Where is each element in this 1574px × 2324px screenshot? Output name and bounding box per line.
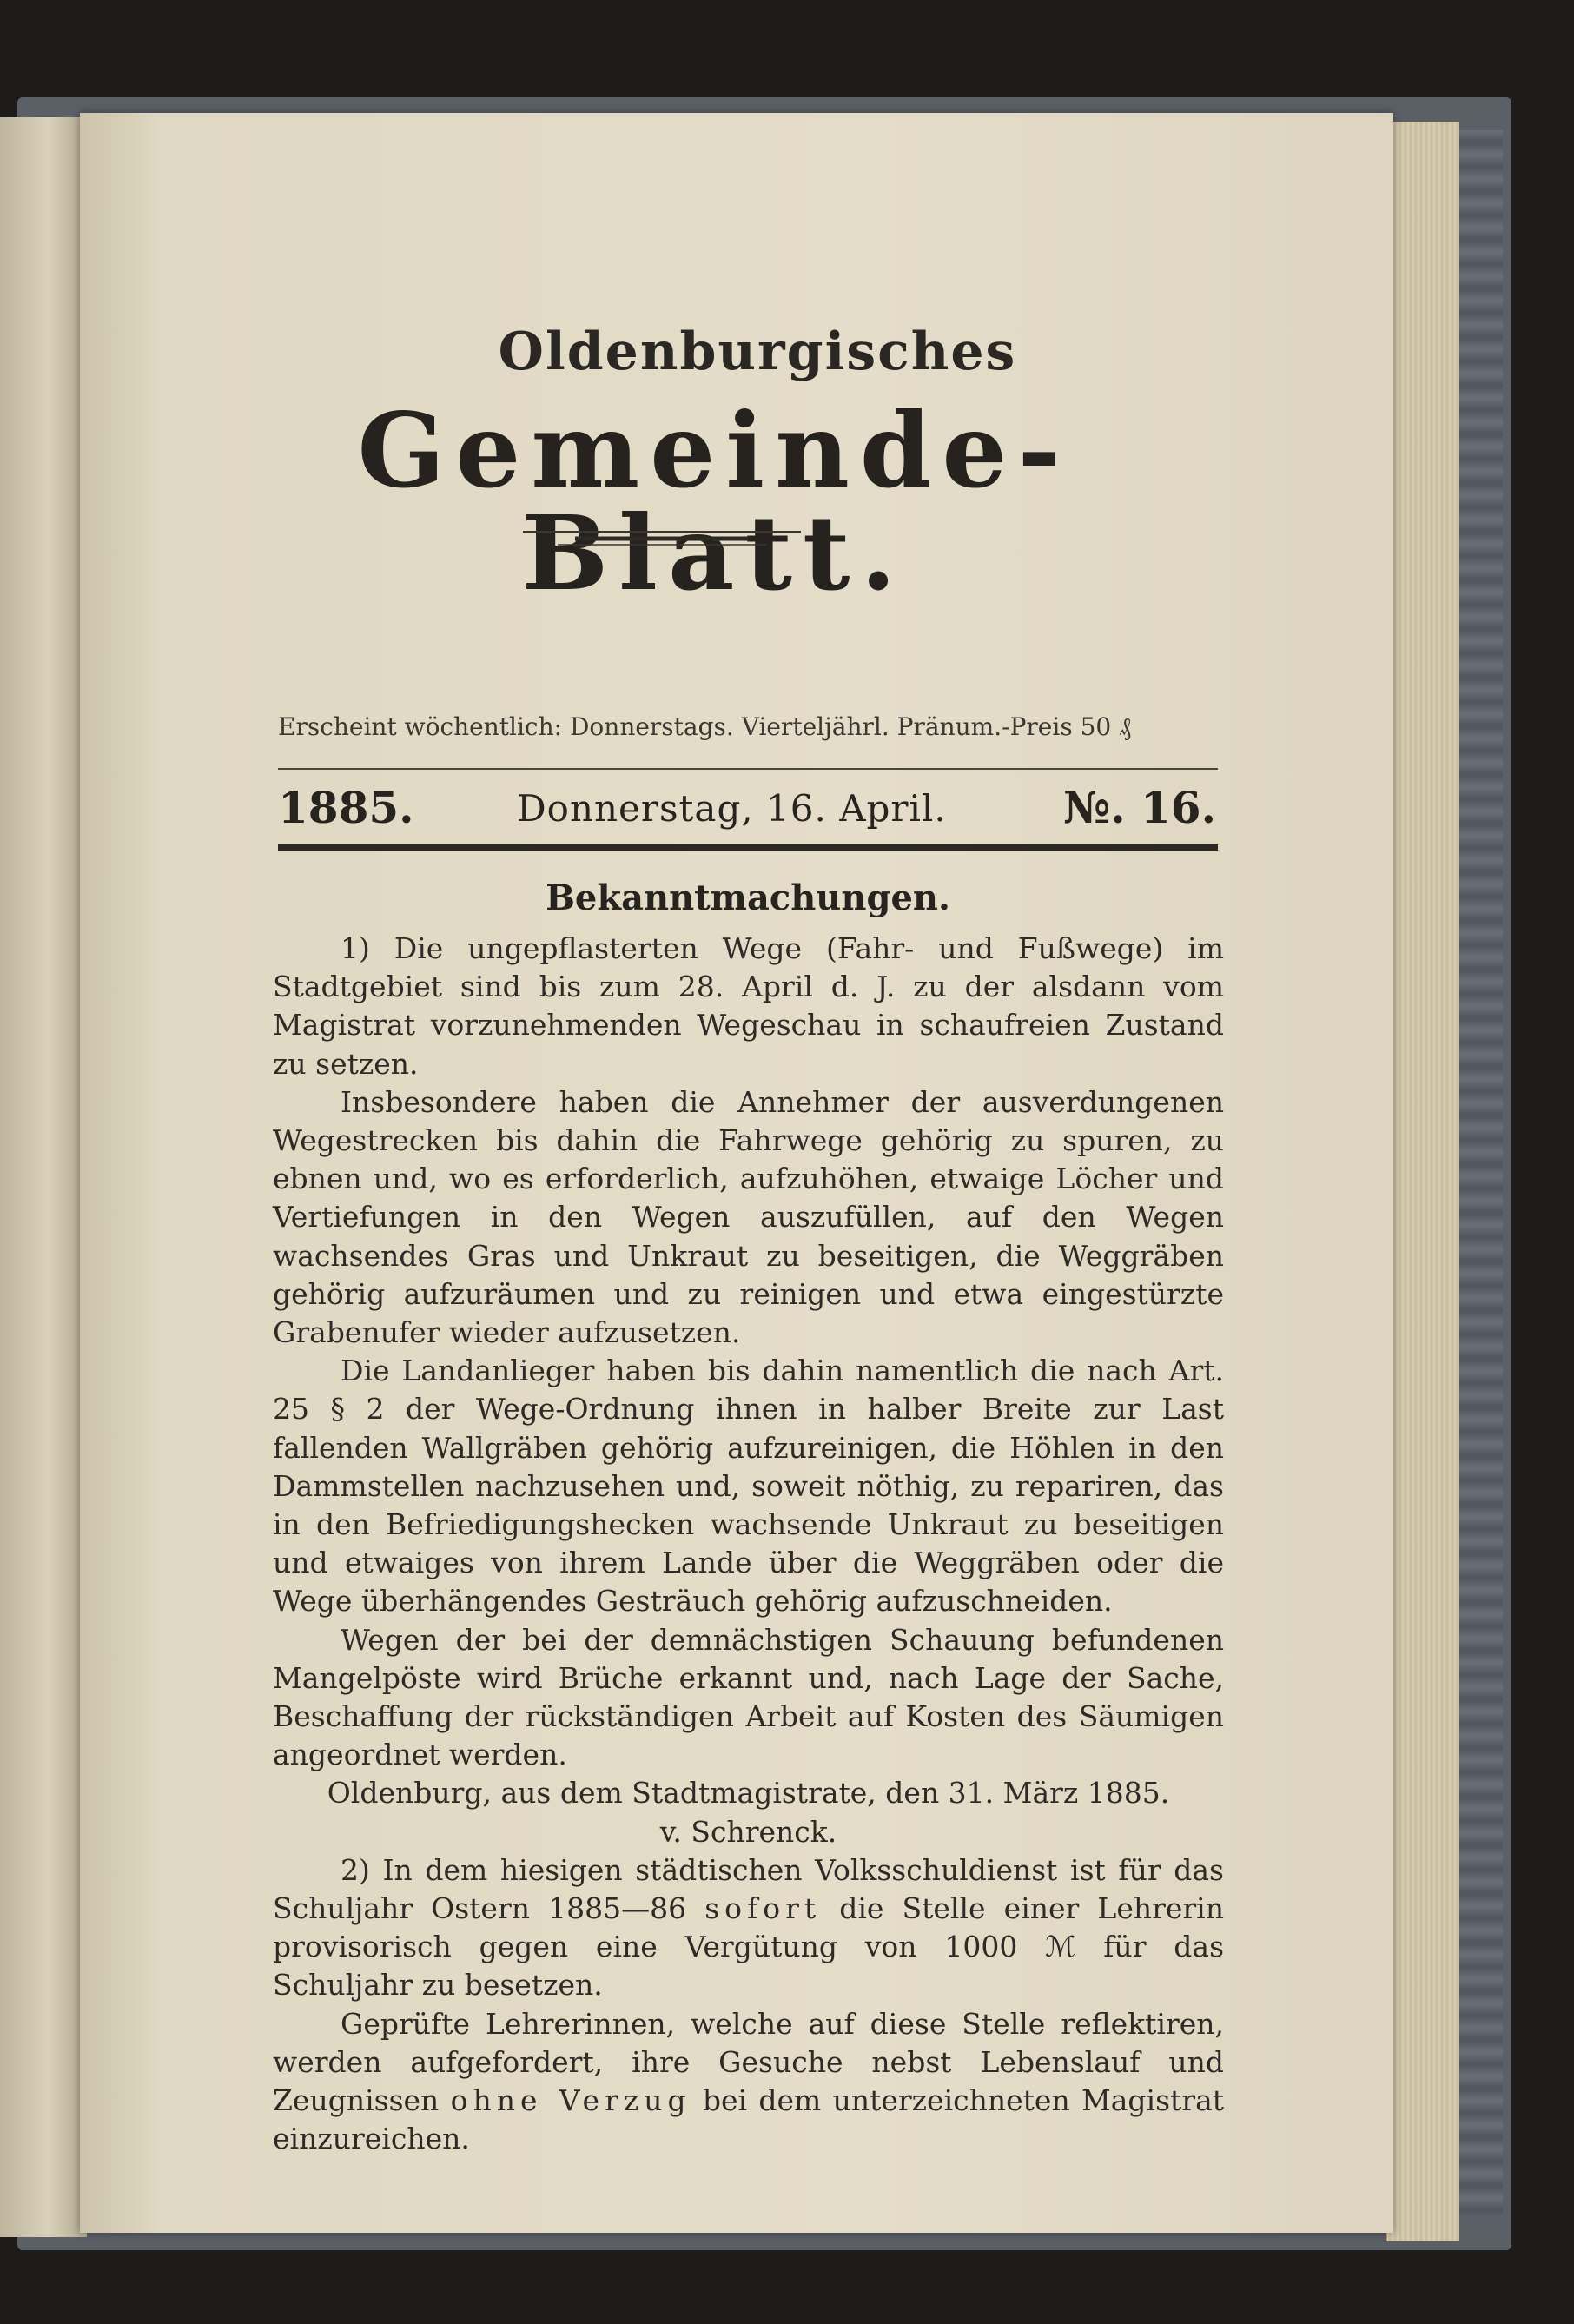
- notice2-p1-emphasis: sofort: [704, 1891, 822, 1926]
- page-stack-edge: [1386, 122, 1459, 2241]
- notice2-p1-start: 2) In dem hiesigen städtischen Volksschuldienst ist für das Schuljahr Ostern 1885—86: [273, 1852, 1224, 1926]
- notice1-place-date: Oldenburg, aus dem Stadtmagistrate, den 31. März 1885.: [327, 1776, 1170, 1811]
- previous-page-edge: [0, 117, 87, 2237]
- ornament-rule-icon: [523, 521, 801, 547]
- masthead-title: Gemeinde-Blatt.: [357, 390, 1071, 613]
- masthead-line-1: Oldenburgisches: [498, 321, 1017, 382]
- notice1-signature: v. Schrenck.: [659, 1814, 837, 1849]
- newspaper-page: [80, 113, 1393, 2233]
- notice1-paragraph-2: Insbesondere haben die Annehmer der ausverdungenen Wegestrecken bis dahin die Fahrwege gehörig zu spuren, zu ebnen und, wo es erforderlich, aufzuhöhen, etwaige Löcher und Vertiefungen in den Wegen auszufüllen, auf den Wegen wachsendes Gras und Unkraut zu beseitigen, die Weggräben gehörig aufzuräumen und zu reinigen und etwa eingestürzte Grabenufer wieder aufzusetzen.: [273, 1084, 1224, 1350]
- issue-date: Donnerstag, 16. April.: [517, 787, 947, 830]
- issue-number: №. 16.: [1062, 782, 1216, 833]
- notice2-p2-emphasis: ohne Verzug: [450, 2083, 691, 2118]
- notice1-paragraph-3: Die Landanlieger haben bis dahin namentlich die nach Art. 25 § 2 der Wege-Ordnung ihnen in halber Breite zur Last fallenden Wallgräben gehörig aufzureinigen, die Höhlen in den Dammstellen nachzusehen und, soweit nöthig, zu repariren, das in den Befriedigungshecken wachsende Unkraut zu beseitigen und etwaiges von ihrem Lande über die Weggräben oder die Wege überhängendes Gesträuch gehörig aufzuschneiden.: [273, 1354, 1224, 1619]
- notice2-p2-start: Geprüfte Lehrerinnen, welche auf diese Stelle reflektiren, werden aufgefordert, ihre Gesuche nebst Lebenslauf und Zeugnissen: [273, 2006, 1224, 2118]
- notice2-p2-end: bei dem unterzeichneten Magistrat einzureichen.: [273, 2083, 1225, 2156]
- notice1-paragraph-1: 1) Die ungepflasterten Wege (Fahr- und Fußwege) im Stadtgebiet sind bis zum 28. April d. J. zu der alsdann vom Magistrat vorzunehmenden Wegeschau in schaufreien Zustand zu setzen.: [273, 931, 1224, 1081]
- publication-info: Erscheint wöchentlich: Donnerstags. Vierteljährl. Pränum.-Preis 50 ₰: [278, 712, 1132, 741]
- divider-thin: [278, 768, 1218, 770]
- issue-dateline: [278, 780, 1225, 841]
- notice2-p1-end: die Stelle einer Lehrerin provisorisch gegen eine Vergütung von 1000 ℳ für das Schuljahr zu besetzen.: [273, 1891, 1224, 2003]
- issue-year: 1885.: [278, 782, 414, 833]
- notice1-paragraph-4: Wegen der bei der demnächstigen Schauung befundenen Mangelpöste wird Brüche erkannt und, nach Lage der Sache, Beschaffung der rückständigen Arbeit auf Kosten des Säumigen angeordnet werden.: [273, 1622, 1224, 1772]
- notice2-paragraph-1: [273, 1851, 1224, 2005]
- section-title: Bekanntmachungen.: [546, 877, 950, 918]
- divider-thick: [278, 844, 1218, 851]
- notice2-paragraph-2: [273, 2005, 1224, 2159]
- article-body: [273, 930, 1224, 2159]
